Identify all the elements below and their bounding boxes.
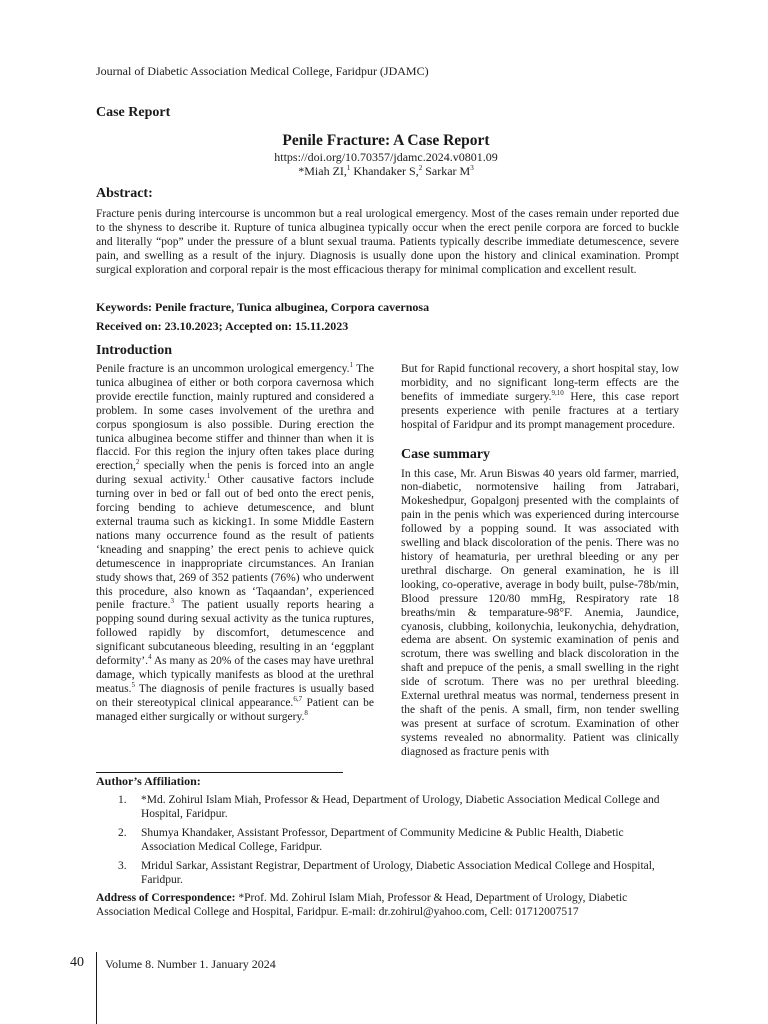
citation: 2 xyxy=(135,458,140,467)
intro-text: The patient usually reports hearing a popping sound during sexual activity as the tunica ruptures, followed rapidly by discomfort, detumescence and significant subcutaneous bleeding, resulting in an ‘eggplant deformity’. xyxy=(96,599,374,668)
page-number: 40 xyxy=(70,955,84,970)
author-name: *Miah ZI, xyxy=(298,164,347,178)
case-summary-text: In this case, Mr. Arun Biswas 40 years old farmer, married, non-diabetic, normotensive hailing from Jatrabari, Mokeshedpur, Gopalgonj presented with the complaints of pain in the penis which was experienced during intercourse followed by a popping sound. It was associated with swelling and black discoloration of the penis. There was no history of heamaturia, per urethral bleeding or any per urethral discharge. On general examination, he is ill looking, co-operative, average in body built, pulse-78b/min, Blood pressure 120/80 mmHg, Respiratory rate 18 breaths/min & temparature-98°F. Anemia, Jaundice, cyanosis, clubbing, koilonychia, leukonychia, dehydration, edema are absent. On systemic examination of penis and scrotum, there was swelling and black discoloration in the shaft and prepuce of the penis, a small swelling in the right side of scrotum. There was no per urethral bleeding. External urethral meatus was normal, tenderness present in the shaft of the penis. A small, firm, non tender swelling was present at surface of scrotum. Examination of other systems revealed no abnormality. Patient was clinically diagnosed as fracture penis with xyxy=(401,467,679,758)
footer-divider xyxy=(96,952,97,1024)
affiliation-divider xyxy=(96,772,343,773)
citation: 9,10 xyxy=(551,388,564,397)
author-name: Khandaker S, xyxy=(353,164,419,178)
citation: 6,7 xyxy=(293,694,303,703)
correspondence-text: *Prof. Md. Zohirul Islam Miah, Professor & Head, Department of Urology, Diabetic Association Medical College and Hospital, Faridpur. E-mail: dr.zohirul@yahoo.com, Cell: 01712007517 xyxy=(96,892,628,918)
author-list xyxy=(96,164,676,178)
correspondence-label: Address of Correspondence: xyxy=(96,892,236,904)
section-label: Case Report xyxy=(96,105,171,120)
author-sup: 3 xyxy=(470,164,474,172)
author-name: Sarkar M xyxy=(425,164,471,178)
intro-text: Here, this case report presents experience with penile fractures at a tertiary hospital of Faridpur and its prompt management procedure. xyxy=(401,390,679,431)
intro-column-left xyxy=(96,363,374,725)
intro-text: The diagnosis of penile fractures is usually based on their stereotypical clinical appearance. xyxy=(96,682,374,709)
correspondence-address xyxy=(96,891,679,919)
case-summary-heading: Case summary xyxy=(401,446,491,462)
doi-link[interactable]: https://doi.org/10.70357/jdamc.2024.v0801.09 xyxy=(274,150,498,164)
intro-text: Penile fracture is an uncommon urological emergency. xyxy=(96,363,350,375)
affiliation-number: 1. xyxy=(118,794,127,806)
author-sup: 1 xyxy=(346,164,351,172)
affiliation-item xyxy=(113,859,679,887)
affiliation-text: Shumya Khandaker, Assistant Professor, Department of Community Medicine & Public Health, Diabetic Association Medical College, Faridpur. xyxy=(141,827,624,853)
intro-text: The tunica albuginea of either or both corpora cavernosa which provide erectile function, mainly ruptured and considered a problem. In some cases involvement of the urethra and corpus spongiosum is also possible. During erection the tunica albuginea become stiffer and thinner than when it is flaccid. For this region the injury often takes place during erection, xyxy=(96,363,374,473)
intro-text: specially when the penis is forced into an angle during sexual activity. xyxy=(96,460,374,487)
affiliation-list xyxy=(113,793,679,892)
abstract-text: Fracture penis during intercourse is uncommon but a real urological emergency. Most of the cases remain under reported due to the shyness to describe it. Rupture of tunica albuginea typically occur when the erect penile corpora are forced to buckle and literally “pop” under the pressure of a blunt sexual trauma. Patients typically describe immediate detumescence, severe pain, and swelling as a result of the injury. Diagnosis is usually done upon the history and clinical examination. Prompt surgical exploration and corporal repair is the most efficacious therapy for minimal complication and excellent result. xyxy=(96,208,679,276)
citation: 1 xyxy=(349,361,354,370)
intro-text: Other causative factors include turning over in bed or fall out of bed onto the erect penis, forcing bending to achieve detumescence, and blunt external trauma such as kicking1. In some Middle Eastern nations many occurrence found as the result of patients ‘kneading and snapping’ the erect penis to achieve quick detumescence in inappropriate circumstances. An Iranian study shows that, 269 of 352 patients (76%) who underwent this procedure, also known as ‘Taqaandan’, experienced penile fracture. xyxy=(96,474,374,612)
citation: 3 xyxy=(170,597,174,606)
received-dates: Received on: 23.10.2023; Accepted on: 15.11.2023 xyxy=(96,319,349,333)
affiliation-item xyxy=(113,826,679,854)
citation: 5 xyxy=(131,681,135,690)
keywords: Keywords: Penile fracture, Tunica albuginea, Corpora cavernosa xyxy=(96,300,430,314)
intro-text: Patient can be managed either surgically or without surgery. xyxy=(96,696,374,723)
affiliation-number: 3. xyxy=(118,860,127,872)
citation: 4 xyxy=(148,653,152,662)
affiliation-text: *Md. Zohirul Islam Miah, Professor & Head, Department of Urology, Diabetic Association Medical College and Hospital, Faridpur. xyxy=(141,794,660,820)
introduction-heading: Introduction xyxy=(96,343,172,358)
affiliation-text: Mridul Sarkar, Assistant Registrar, Department of Urology, Diabetic Association Medical College and Hospital, Faridpur. xyxy=(141,860,655,886)
citation: 1 xyxy=(206,472,211,481)
abstract-heading: Abstract: xyxy=(96,186,153,201)
author-sup: 2 xyxy=(418,164,423,172)
intro-text: As many as 20% of the cases may have urethral damage, which typically manifests as blood at the urethral meatus. xyxy=(96,655,374,695)
intro-column-right xyxy=(401,363,679,760)
intro-text: But for Rapid functional recovery, a short hospital stay, low morbidity, and no significant long-term effects are the benefits of immediate surgery. xyxy=(401,363,679,403)
title-block xyxy=(96,131,676,178)
citation: 8 xyxy=(304,708,308,717)
article-title: Penile Fracture: A Case Report xyxy=(282,132,490,149)
affiliation-heading: Author’s Affiliation: xyxy=(96,774,201,788)
journal-header: Journal of Diabetic Association Medical College, Faridpur (JDAMC) xyxy=(96,64,429,78)
volume-info: Volume 8. Number 1. January 2024 xyxy=(105,957,276,971)
affiliation-item xyxy=(113,793,679,821)
affiliation-number: 2. xyxy=(118,827,127,839)
